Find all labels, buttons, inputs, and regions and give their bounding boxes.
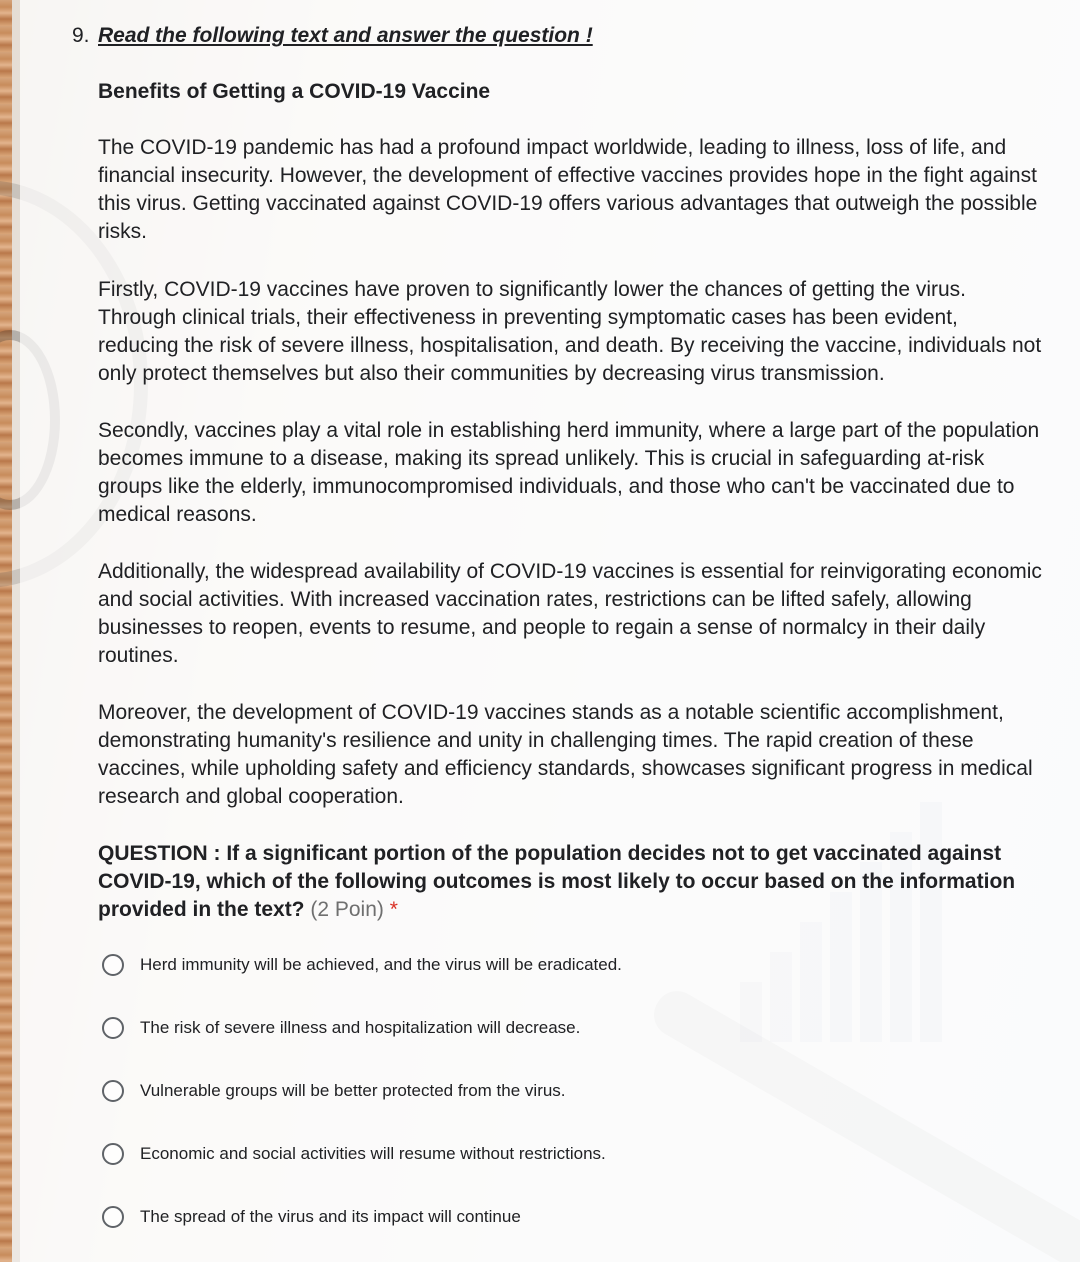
passage-paragraph-3: Secondly, vaccines play a vital role in establishing herd immunity, where a large part of the population becomes immune to a disease, making its spread unlikely. This is crucial in safeguarding at-risk groups like the elderly, immunocompromised individuals, and those who can't be vaccinated due to medical reasons.: [98, 419, 1040, 526]
question-number: 9.: [72, 24, 90, 47]
answer-option-label: Vulnerable groups will be better protected from the virus.: [140, 1081, 566, 1100]
answer-option-label: The spread of the virus and its impact will continue: [140, 1207, 521, 1226]
passage-paragraph-5: Moreover, the development of COVID-19 vaccines stands as a notable scientific accomplishment, demonstrating humanity's resilience and unity in challenging times. The rapid creation of these vaccines, while upholding safety and efficiency standards, showcases significant progress in medical research and global cooperation.: [98, 701, 1033, 808]
answer-option-4[interactable]: [102, 1141, 606, 1167]
answer-option-label: Herd immunity will be achieved, and the virus will be eradicated.: [140, 955, 622, 974]
radio-button[interactable]: [102, 1017, 124, 1039]
question-prompt: [98, 840, 1018, 924]
question-prompt-text: QUESTION : If a significant portion of the population decides not to get vaccinated against COVID-19, which of the following outcomes is most likely to occur based on the information provided in the text?: [98, 842, 1016, 921]
question-instruction: Read the following text and answer the question !: [98, 24, 593, 47]
passage-paragraph-1: The COVID-19 pandemic has had a profound impact worldwide, leading to illness, loss of life, and financial insecurity. However, the development of effective vaccines provides hope in the fight against this virus. Getting vaccinated against COVID-19 offers various advantages that outweigh the possible risks.: [98, 136, 1038, 243]
answer-option-3[interactable]: [102, 1078, 566, 1104]
answer-option-label: The risk of severe illness and hospitalization will decrease.: [140, 1018, 581, 1037]
required-asterisk: *: [389, 898, 398, 921]
passage-paragraph-2: Firstly, COVID-19 vaccines have proven to significantly lower the chances of getting the virus. Through clinical trials, their effectiveness in preventing symptomatic cases has been evident, reducing the risk of severe illness, hospitalisation, and death. By receiving the vaccine, individuals not only protect themselves but also their communities by decreasing virus transmission.: [98, 278, 1042, 385]
points-label: (2 Poin): [310, 898, 384, 921]
radio-button[interactable]: [102, 954, 124, 976]
answer-option-5[interactable]: [102, 1204, 521, 1230]
answer-option-1[interactable]: [102, 952, 622, 978]
answer-option-label: Economic and social activities will resume without restrictions.: [140, 1144, 606, 1163]
radio-button[interactable]: [102, 1143, 124, 1165]
answer-option-2[interactable]: [102, 1015, 580, 1041]
passage-paragraph-4: Additionally, the widespread availability of COVID-19 vaccines is essential for reinvigorating economic and social activities. With increased vaccination rates, restrictions can be lifted safely, allowing businesses to reopen, events to resume, and people to regain a sense of normalcy in their daily routines.: [98, 560, 1042, 667]
radio-button[interactable]: [102, 1080, 124, 1102]
radio-button[interactable]: [102, 1206, 124, 1228]
passage-title: Benefits of Getting a COVID-19 Vaccine: [98, 80, 491, 103]
